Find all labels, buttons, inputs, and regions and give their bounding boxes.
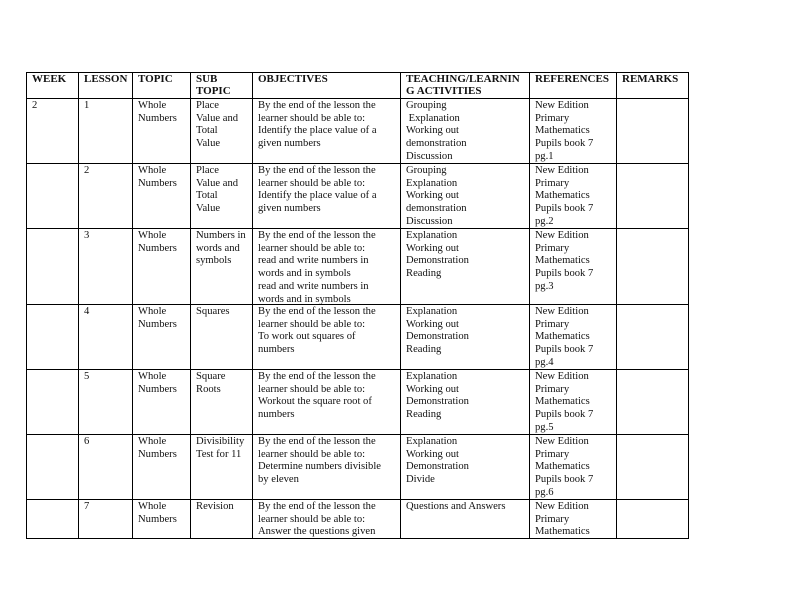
cell-subtopic [191, 229, 253, 305]
cell-activities [401, 305, 530, 370]
cell-topic [133, 435, 191, 500]
column-header-subtopic [191, 73, 253, 99]
cell-text: Explanation Working out Demonstration Reading [406, 230, 469, 280]
cell-text: By the end of the lesson the learner should be able to: Identify the place value of a given numbers [258, 165, 377, 215]
cell-objectives [253, 435, 401, 500]
cell-week [27, 164, 79, 229]
cell-references [530, 229, 617, 305]
cell-week [27, 305, 79, 370]
cell-objectives [253, 500, 401, 539]
cell-week [27, 99, 79, 164]
cell-references [530, 305, 617, 370]
cell-text: Whole Numbers [138, 230, 177, 254]
cell-objectives [253, 370, 401, 435]
cell-text [27, 500, 78, 538]
cell-subtopic [191, 99, 253, 164]
scheme-of-work-table [26, 72, 689, 539]
cell-text [617, 435, 688, 499]
cell-text: New Edition Primary Mathematics [535, 501, 590, 538]
cell-remarks [617, 229, 689, 305]
cell-lesson [79, 370, 133, 435]
cell-text: Squares [196, 306, 230, 317]
cell-text: Place Value and Total Value [196, 165, 239, 215]
cell-text: Place Value and Total Value [196, 100, 239, 150]
cell-week [27, 500, 79, 539]
cell-week [27, 370, 79, 435]
cell-references [530, 435, 617, 500]
column-header-objectives [253, 73, 401, 99]
cell-text: 2 [32, 100, 38, 111]
cell-text: 6 [84, 436, 90, 447]
cell-text: Whole Numbers [138, 501, 177, 525]
cell-week [27, 229, 79, 305]
cell-text: 2 [84, 165, 90, 176]
cell-text [617, 370, 688, 434]
table-row [27, 305, 689, 370]
cell-topic [133, 99, 191, 164]
cell-remarks [617, 500, 689, 539]
table-row [27, 229, 689, 305]
cell-references [530, 164, 617, 229]
cell-remarks [617, 164, 689, 229]
cell-text: Whole Numbers [138, 100, 177, 124]
cell-lesson [79, 99, 133, 164]
header-label: TEACHING/LEARNIN G ACTIVITIES [406, 73, 520, 97]
cell-objectives [253, 229, 401, 305]
cell-objectives [253, 164, 401, 229]
column-header-remarks [617, 73, 689, 99]
cell-topic [133, 164, 191, 229]
cell-text: By the end of the lesson the learner should be able to: To work out squares of numbers [258, 306, 376, 356]
cell-topic [133, 500, 191, 539]
column-header-activities [401, 73, 530, 99]
cell-activities [401, 370, 530, 435]
cell-text: Whole Numbers [138, 436, 177, 460]
cell-text: Whole Numbers [138, 371, 177, 395]
cell-text: Numbers in words and symbols [196, 230, 246, 267]
cell-activities [401, 500, 530, 539]
column-header-week [27, 73, 79, 99]
table-row [27, 164, 689, 229]
cell-subtopic [191, 500, 253, 539]
cell-text: By the end of the lesson the learner should be able to: Answer the questions given [258, 501, 376, 538]
table-row [27, 500, 689, 539]
cell-subtopic [191, 435, 253, 500]
cell-activities [401, 435, 530, 500]
cell-text: New Edition Primary Mathematics Pupils book 7 pg.3 [535, 230, 594, 292]
cell-text: Whole Numbers [138, 306, 177, 330]
cell-text: Questions and Answers [406, 501, 506, 512]
header-label: OBJECTIVES [258, 73, 328, 85]
cell-text: 5 [84, 371, 90, 382]
cell-text: New Edition Primary Mathematics Pupils book 7 pg.2 [535, 165, 594, 227]
cell-text [617, 229, 688, 304]
cell-remarks [617, 99, 689, 164]
cell-text: 7 [84, 501, 90, 512]
cell-text: Grouping Explanation Working out demonstration Discussion [406, 165, 467, 227]
cell-topic [133, 305, 191, 370]
header-label: SUB TOPIC [196, 73, 231, 97]
cell-subtopic [191, 164, 253, 229]
cell-text [617, 500, 688, 538]
cell-text [27, 164, 78, 228]
cell-lesson [79, 305, 133, 370]
cell-text: New Edition Primary Mathematics Pupils book 7 pg.1 [535, 100, 594, 162]
cell-topic [133, 229, 191, 305]
column-header-lesson [79, 73, 133, 99]
header-row [27, 73, 689, 99]
cell-text: By the end of the lesson the learner should be able to: Determine numbers divisible by eleven [258, 436, 381, 486]
cell-text: New Edition Primary Mathematics Pupils book 7 pg.6 [535, 436, 594, 498]
cell-text [27, 305, 78, 369]
cell-objectives [253, 99, 401, 164]
cell-text: Whole Numbers [138, 165, 177, 189]
cell-lesson [79, 435, 133, 500]
cell-lesson [79, 500, 133, 539]
cell-text: Explanation Working out Demonstration Reading [406, 306, 469, 356]
cell-references [530, 500, 617, 539]
cell-remarks [617, 370, 689, 435]
cell-text: Square Roots [196, 371, 226, 395]
cell-references [530, 99, 617, 164]
table-row [27, 435, 689, 500]
header-label: LESSON [84, 73, 128, 85]
table-row [27, 370, 689, 435]
cell-text [617, 164, 688, 228]
cell-text: Explanation Working out Demonstration Reading [406, 371, 469, 421]
cell-remarks [617, 435, 689, 500]
cell-text: Revision [196, 501, 234, 512]
cell-activities [401, 164, 530, 229]
cell-text: New Edition Primary Mathematics Pupils book 7 pg.5 [535, 371, 594, 433]
cell-text [27, 229, 78, 304]
cell-text: Explanation Working out Demonstration Divide [406, 436, 469, 486]
cell-text: 3 [84, 230, 90, 241]
cell-text: Grouping Explanation Working out demonstration Discussion [406, 100, 467, 162]
cell-text: By the end of the lesson the learner should be able to: Identify the place value of a given numbers [258, 100, 377, 150]
cell-activities [401, 229, 530, 305]
cell-text: By the end of the lesson the learner should be able to: read and write numbers in words and in symbols read and write numbers in words and in symbols [258, 230, 376, 304]
cell-text: New Edition Primary Mathematics Pupils book 7 pg.4 [535, 306, 594, 368]
cell-activities [401, 99, 530, 164]
cell-text [617, 305, 688, 369]
cell-week [27, 435, 79, 500]
header-label: TOPIC [138, 73, 173, 85]
cell-objectives [253, 305, 401, 370]
cell-text: 1 [84, 100, 90, 111]
cell-subtopic [191, 305, 253, 370]
cell-topic [133, 370, 191, 435]
cell-text: Divisibility Test for 11 [196, 436, 245, 460]
cell-subtopic [191, 370, 253, 435]
cell-text [617, 99, 688, 163]
table-row [27, 99, 689, 164]
cell-references [530, 370, 617, 435]
column-header-topic [133, 73, 191, 99]
cell-remarks [617, 305, 689, 370]
header-label: WEEK [32, 73, 67, 85]
cell-text [27, 435, 78, 499]
header-label: REMARKS [622, 73, 679, 85]
cell-text [27, 370, 78, 434]
cell-text: 4 [84, 306, 90, 317]
column-header-references [530, 73, 617, 99]
cell-text: By the end of the lesson the learner should be able to: Workout the square root of numbers [258, 371, 376, 421]
header-label: REFERENCES [535, 73, 609, 85]
cell-lesson [79, 164, 133, 229]
cell-lesson [79, 229, 133, 305]
